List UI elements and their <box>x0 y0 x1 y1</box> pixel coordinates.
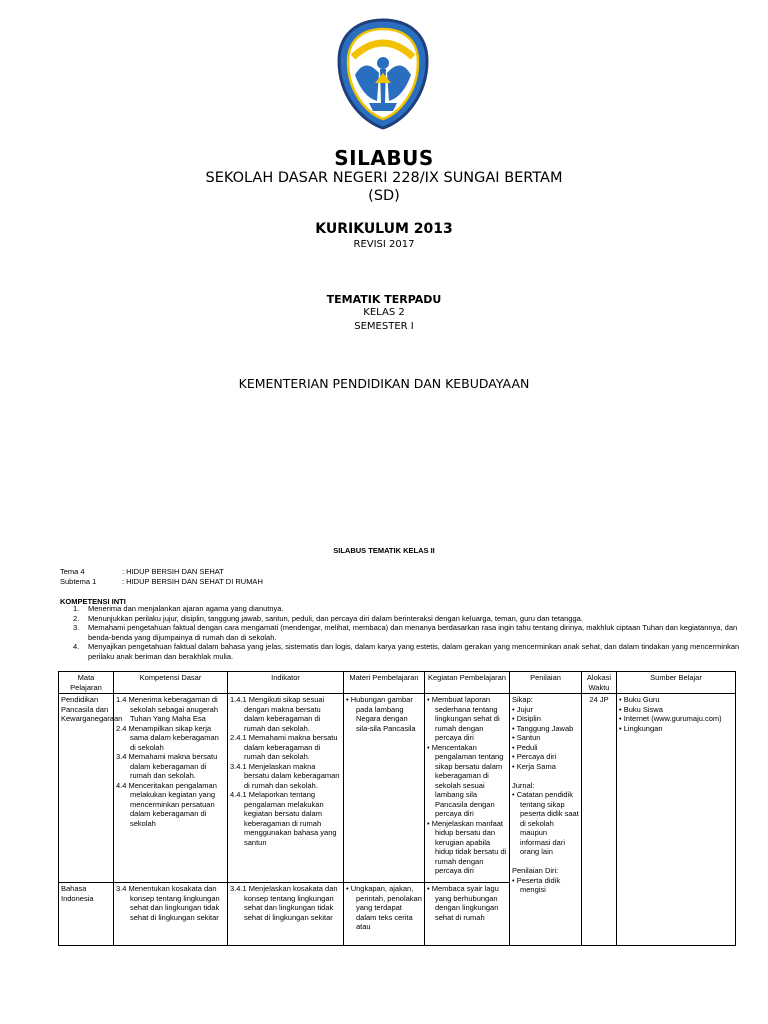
table-header-row <box>59 672 736 694</box>
theme-info <box>60 567 263 586</box>
grade-label: KELAS 2 <box>363 307 405 318</box>
theme-label: Tema 4 <box>60 567 85 576</box>
column-header: Indikator <box>228 672 344 694</box>
time-allocation-cell: 24 JP <box>582 694 617 946</box>
column-header: Penilaian <box>510 672 582 694</box>
theme-value: : HIDUP BERSIH DAN SEHAT <box>122 567 224 576</box>
core-competence-item: 3. Memahami pengetahuan faktual dengan cara mengamati (mendengar, melihat, membaca) dan menanya berdasarkan rasa ingin tahu tentang dirinya, makhluk ciptaan Tuhan dan kegiatannya, dan benda-benda yang dijumpainya di rumah dan di sekolah. <box>73 623 738 642</box>
theme-row <box>60 567 263 577</box>
program-title: TEMATIK TERPADU <box>326 293 442 306</box>
column-header: Kompetensi Dasar <box>114 672 228 694</box>
activity-cell: • Membuat laporan sederhana tentang lingkungan sehat di rumah dengan percaya diri • Mencentakan pengalaman tentang sikap bersatu dalam keberagaman di sekolah sesuai lambang sila Pancasila dengan percaya diri • Menjelaskan manfaat hidup bersatu dan kerugian apabila hidup tidak bersatu di rumah dengan percaya diri <box>425 694 510 883</box>
assessment-cell: Sikap: • Jujur • Disiplin • Tanggung Jawab • Santun • Peduli • Percaya diri • Kerja Sama Jurnal: • Catatan pendidik tentang sikap peserta didik saat di sekolah maupun informasi dari orang lain Penilaian Diri: • Peserta didik mengisi <box>510 694 582 946</box>
activity-cell: • Membaca syair lagu yang berhubungan dengan lingkungan sehat di rumah <box>425 883 510 946</box>
core-competence-item: 1. Menerima dan menjalankan ajaran agama yang dianutnya. <box>73 604 284 613</box>
subject-cell: Bahasa Indonesia <box>59 883 114 946</box>
syllabus-table <box>58 671 736 946</box>
column-header: Mata Pelajaran <box>59 672 114 694</box>
core-competence-item: 4. Menyajikan pengetahuan faktual dalam bahasa yang jelas, sistematis dan logis, dalam karya yang estetis, dalam gerakan yang mencerminkan anak sehat, dan dalam tindakan yang mencerminkan perilaku anak beriman dan berakhlak mulia. <box>73 642 740 661</box>
indicator-cell: 3.4.1 Menjelaskan kosakata dan konsep tentang lingkungan sehat dan lingkungan tidak sehat di lingkungan sekitar <box>228 883 344 946</box>
table-row <box>59 694 736 883</box>
subtheme-value: : HIDUP BERSIH DAN SEHAT DI RUMAH <box>122 576 263 586</box>
syllabus-subtitle: SILABUS TEMATIK KELAS II <box>333 546 435 555</box>
curriculum-title: KURIKULUM 2013 <box>315 221 453 237</box>
subtheme-row <box>60 577 263 587</box>
subject-cell: Pendidikan Pancasila dan Kewarganegaraan <box>59 694 114 883</box>
core-competence-list <box>60 604 740 661</box>
semester-label: SEMESTER I <box>354 321 414 332</box>
document-title: SILABUS <box>334 146 434 170</box>
ministry-name: KEMENTERIAN PENDIDIKAN DAN KEBUDAYAAN <box>238 376 530 391</box>
basic-competence-cell: 1.4 Menerima keberagaman di sekolah sebagai anugerah Tuhan Yang Maha Esa 2.4 Menampilkan sikap kerja sama dalam keberagaman di sekolah 3.4 Memahami makna bersatu dalam keberagaman di rumah dan sekolah. 4.4 Menceritakan pengalaman melakukan kegiatan yang mencerminkan persatuan dalam keberagaman di sekolah <box>114 694 228 883</box>
tut-wuri-handayani-logo <box>335 17 431 131</box>
material-cell: • Hubungan gambar pada lambang Negara dengan sila-sila Pancasila <box>344 694 425 883</box>
core-competence-heading: KOMPETENSI INTI <box>60 597 126 606</box>
subtheme-label: Subtema 1 <box>60 576 97 586</box>
learning-source-cell: • Buku Guru • Buku Siswa • Internet (www.gurumaju.com) • Lingkungan <box>617 694 736 946</box>
column-header: Materi Pembelajaran <box>344 672 425 694</box>
revision-label: REVISI 2017 <box>353 239 415 250</box>
indicator-cell: 1.4.1 Mengikuti sikap sesuai dengan makna bersatu dalam keberagaman di rumah dan sekolah. 2.4.1 Memahami makna bersatu dalam keberagaman di rumah dan sekolah. 3.4.1 Menjelaskan makna bersatu dalam keberagaman di rumah dan sekolah. 4.4.1 Melaporkan tentang pengalaman melakukan kegiatan bersatu dalam keberagaman di rumah menggunakan bahasa yang santun <box>228 694 344 883</box>
basic-competence-cell: 3.4 Menentukan kosakata dan konsep tentang lingkungan sehat dan lingkungan tidak sehat di lingkungan sekitar <box>114 883 228 946</box>
column-header: Sumber Belajar <box>617 672 736 694</box>
material-cell: • Ungkapan, ajakan, perintah, penolakan yang terdapat dalam teks cerita atau <box>344 883 425 946</box>
school-type: (SD) <box>368 188 400 204</box>
column-header: Alokasi Waktu <box>582 672 617 694</box>
school-name: SEKOLAH DASAR NEGERI 228/IX SUNGAI BERTAM <box>205 170 563 186</box>
column-header: Kegiatan Pembelajaran <box>425 672 510 694</box>
core-competence-item: 2. Menunjukkan perilaku jujur, disiplin, tanggung jawab, santun, peduli, dan percaya diri dalam berinteraksi dengan keluarga, teman, guru dan tetangga. <box>73 613 583 623</box>
